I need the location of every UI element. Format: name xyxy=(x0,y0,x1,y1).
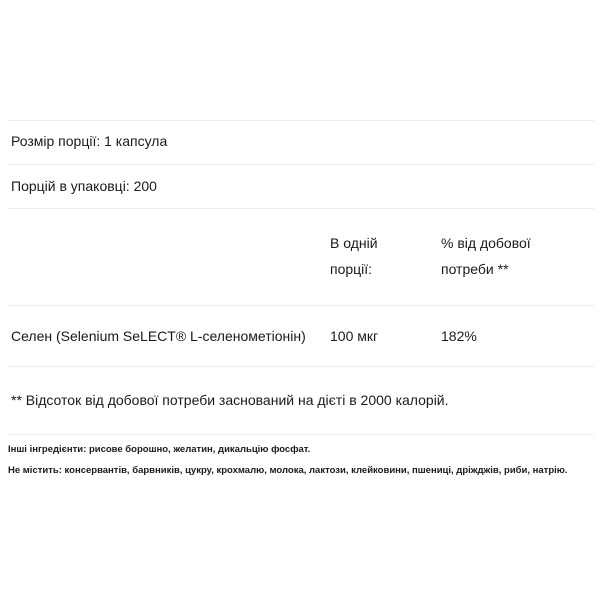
column-header-amount-line2: порції: xyxy=(330,261,373,277)
nutrient-amount: 100 мкг xyxy=(330,328,379,344)
divider xyxy=(8,208,594,209)
divider xyxy=(8,164,594,165)
free-from: Не містить: консервантів, барвників, цукру, крохмалю, молока, лактози, клейковини, пшениці, дріжджів, риби, натрію. xyxy=(8,465,568,476)
divider xyxy=(8,305,594,306)
footnote: ** Відсоток від добової потреби заснований на дієті в 2000 калорій. xyxy=(11,392,449,408)
column-header-dv-line1: % від добової xyxy=(441,235,531,251)
divider xyxy=(8,366,594,367)
other-ingredients: Інші інгредієнти: рисове борошно, желатин, дикальцію фосфат. xyxy=(8,444,311,455)
serving-size: Розмір порції: 1 капсула xyxy=(11,133,168,149)
nutrient-daily-value: 182% xyxy=(441,328,477,344)
divider xyxy=(8,120,594,121)
divider xyxy=(8,434,594,435)
servings-per-container: Порцій в упаковці: 200 xyxy=(11,178,157,194)
column-header-amount-line1: В одній xyxy=(330,235,378,251)
nutrient-name: Селен (Selenium SeLECT® L-селенометіонін) xyxy=(11,328,306,344)
column-header-dv-line2: потреби ** xyxy=(441,261,509,277)
